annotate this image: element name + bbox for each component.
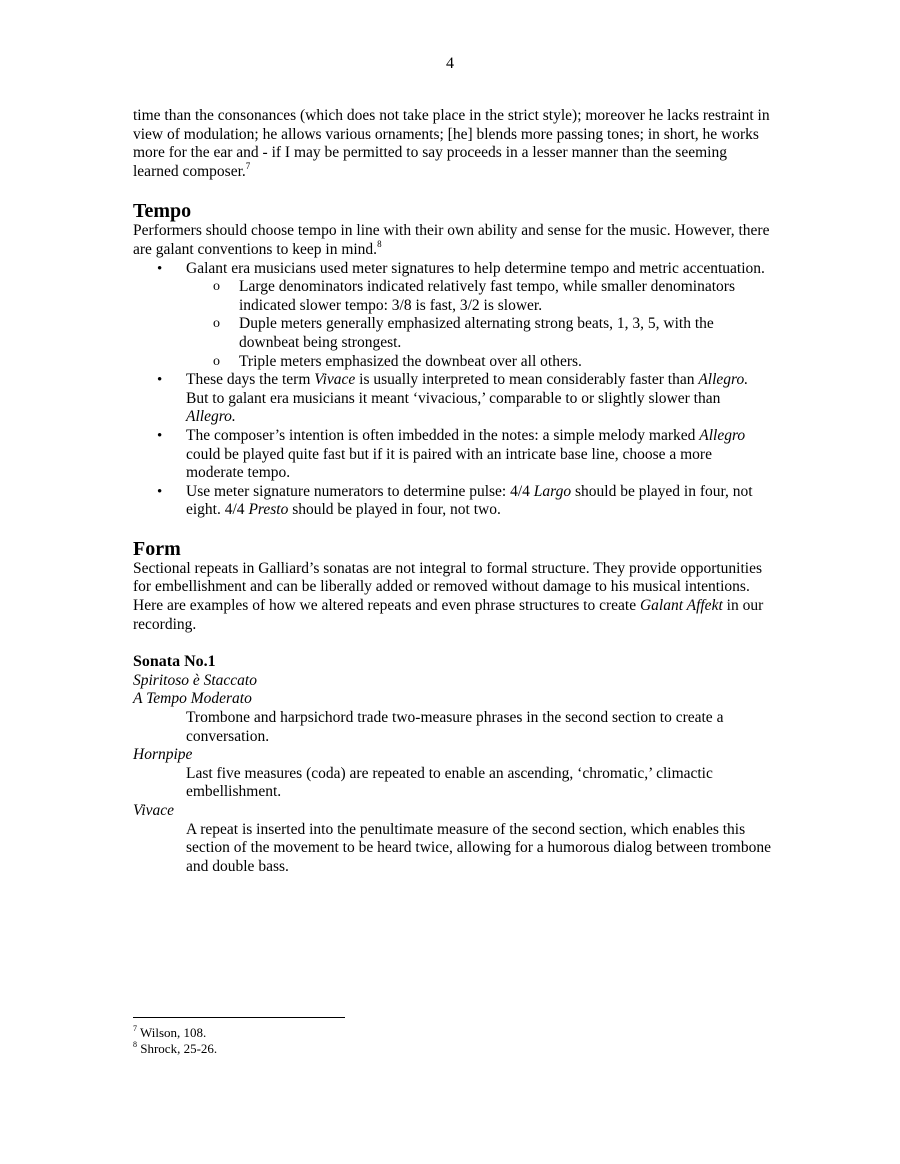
footnote-number: 8 xyxy=(133,1039,137,1049)
tempo-bullet-list xyxy=(133,260,773,520)
movement-title: A Tempo Moderato xyxy=(133,690,252,708)
movement-description: A repeat is inserted into the penultimate measure of the second section, which enables this section of the movement to be heard twice, allowing for a humorous dialog between trombone and double bass. xyxy=(186,820,771,875)
sonata-title: Sonata No.1 xyxy=(133,653,216,671)
movement-description: Trombone and harpsichord trade two-measure phrases in the second section to create a conversation. xyxy=(186,709,724,745)
term-galant-affekt: Galant Affekt xyxy=(639,597,723,615)
bullet-2-text-e: But to galant era musicians it meant ‘vivacious,’ comparable to or slightly slower than xyxy=(186,389,721,407)
footnotes xyxy=(133,1025,773,1057)
form-text-a: Sectional repeats in Galliard’s sonatas are not integral to formal structure. They provide opportunities for embellishment and can be liberally added or removed without damage to his musical intentions. Here are examples of how we altered repeats and even phrase structures to create xyxy=(133,559,763,615)
sub-item-1-text: Large denominators indicated relatively fast tempo, while smaller denominators indicated slower tempo: 3/8 is fast, 3/2 is slower. xyxy=(239,278,735,314)
bullet-4-text-e: should be played in four, not two. xyxy=(288,501,501,519)
circle-bullet-icon: o xyxy=(213,316,220,332)
circle-bullet-icon: o xyxy=(213,279,220,295)
footnote-ref-8: 8 xyxy=(377,238,382,249)
term-presto: Presto xyxy=(248,501,289,519)
footnote-ref-7: 7 xyxy=(245,160,251,171)
bullet-icon: • xyxy=(157,427,163,444)
term-vivace: Vivace xyxy=(314,371,356,389)
document-body xyxy=(133,107,773,876)
sub-item-3-text: Triple meters emphasized the downbeat over all others. xyxy=(239,352,582,370)
movement-description: Last five measures (coda) are repeated to enable an ascending, ‘chromatic,’ climactic embellishment. xyxy=(186,764,713,801)
tempo-intro-text: Performers should choose tempo in line with their own ability and sense for the music. However, there are galant conventions to keep in mind. xyxy=(133,222,770,258)
form-text-c: in our recording. xyxy=(133,597,764,633)
bullet-2-text-a: These days the term xyxy=(186,371,315,389)
footnote-text: Wilson, 108. xyxy=(140,1025,207,1040)
bullet-3-text-a: The composer’s intention is often imbedded in the notes: a simple melody marked xyxy=(186,426,700,444)
term-allegro: Allegro. xyxy=(186,408,236,426)
tempo-intro xyxy=(133,222,773,259)
footnote-text: Shrock, 25-26. xyxy=(140,1041,218,1056)
footnote-7 xyxy=(133,1025,773,1041)
bullet-4-text-a: Use meter signature numerators to determine pulse: 4/4 xyxy=(186,482,534,500)
tempo-sub-list xyxy=(186,278,773,371)
sub-item-2 xyxy=(186,315,773,352)
bullet-4-text-c: should be played in four, not eight. 4/4 xyxy=(186,482,753,519)
term-largo: Largo xyxy=(533,482,572,500)
footnote-divider xyxy=(133,1017,345,1018)
sub-item-1 xyxy=(186,278,773,315)
tempo-bullet-1 xyxy=(133,260,773,372)
term-allegro: Allegro. xyxy=(698,371,749,389)
movement-title: Spiritoso è Staccato xyxy=(133,671,257,689)
footnote-number: 7 xyxy=(133,1023,137,1033)
page-number: 4 xyxy=(446,55,454,72)
tempo-bullet-4 xyxy=(133,483,773,520)
bullet-3-text-c: could be played quite fast but if it is paired with an intricate base line, choose a more moderate tempo. xyxy=(186,445,712,482)
sub-item-2-text: Duple meters generally emphasized alternating strong beats, 1, 3, 5, with the downbeat being strongest. xyxy=(239,315,714,351)
movement-title: Hornpipe xyxy=(133,746,193,764)
bullet-icon: • xyxy=(157,260,163,277)
tempo-heading: Tempo xyxy=(133,200,192,223)
sub-item-3 xyxy=(186,353,773,372)
footnote-8 xyxy=(133,1041,773,1057)
bullet-icon: • xyxy=(157,483,163,500)
form-paragraph xyxy=(133,560,773,634)
bullet-2-text-c: is usually interpreted to mean considerably faster than xyxy=(355,371,699,389)
tempo-bullet-3 xyxy=(133,427,773,483)
form-heading: Form xyxy=(133,537,181,560)
term-allegro: Allegro xyxy=(699,426,746,444)
bullet-icon: • xyxy=(157,372,163,389)
intro-text: time than the consonances (which does not take place in the strict style); moreover he lacks restraint in view of modulation; he allows various ornaments; [he] blends more passing tones; in short, he works more for the ear and - if I may be permitted to say proceeds in a lesser manner than the seeming learned composer. xyxy=(133,107,770,180)
bullet-1-text: Galant era musicians used meter signatures to help determine tempo and metric accentuation. xyxy=(186,259,765,277)
intro-paragraph xyxy=(133,107,773,181)
movement-title: Vivace xyxy=(133,802,175,819)
tempo-bullet-2 xyxy=(133,371,773,427)
circle-bullet-icon: o xyxy=(213,353,220,369)
